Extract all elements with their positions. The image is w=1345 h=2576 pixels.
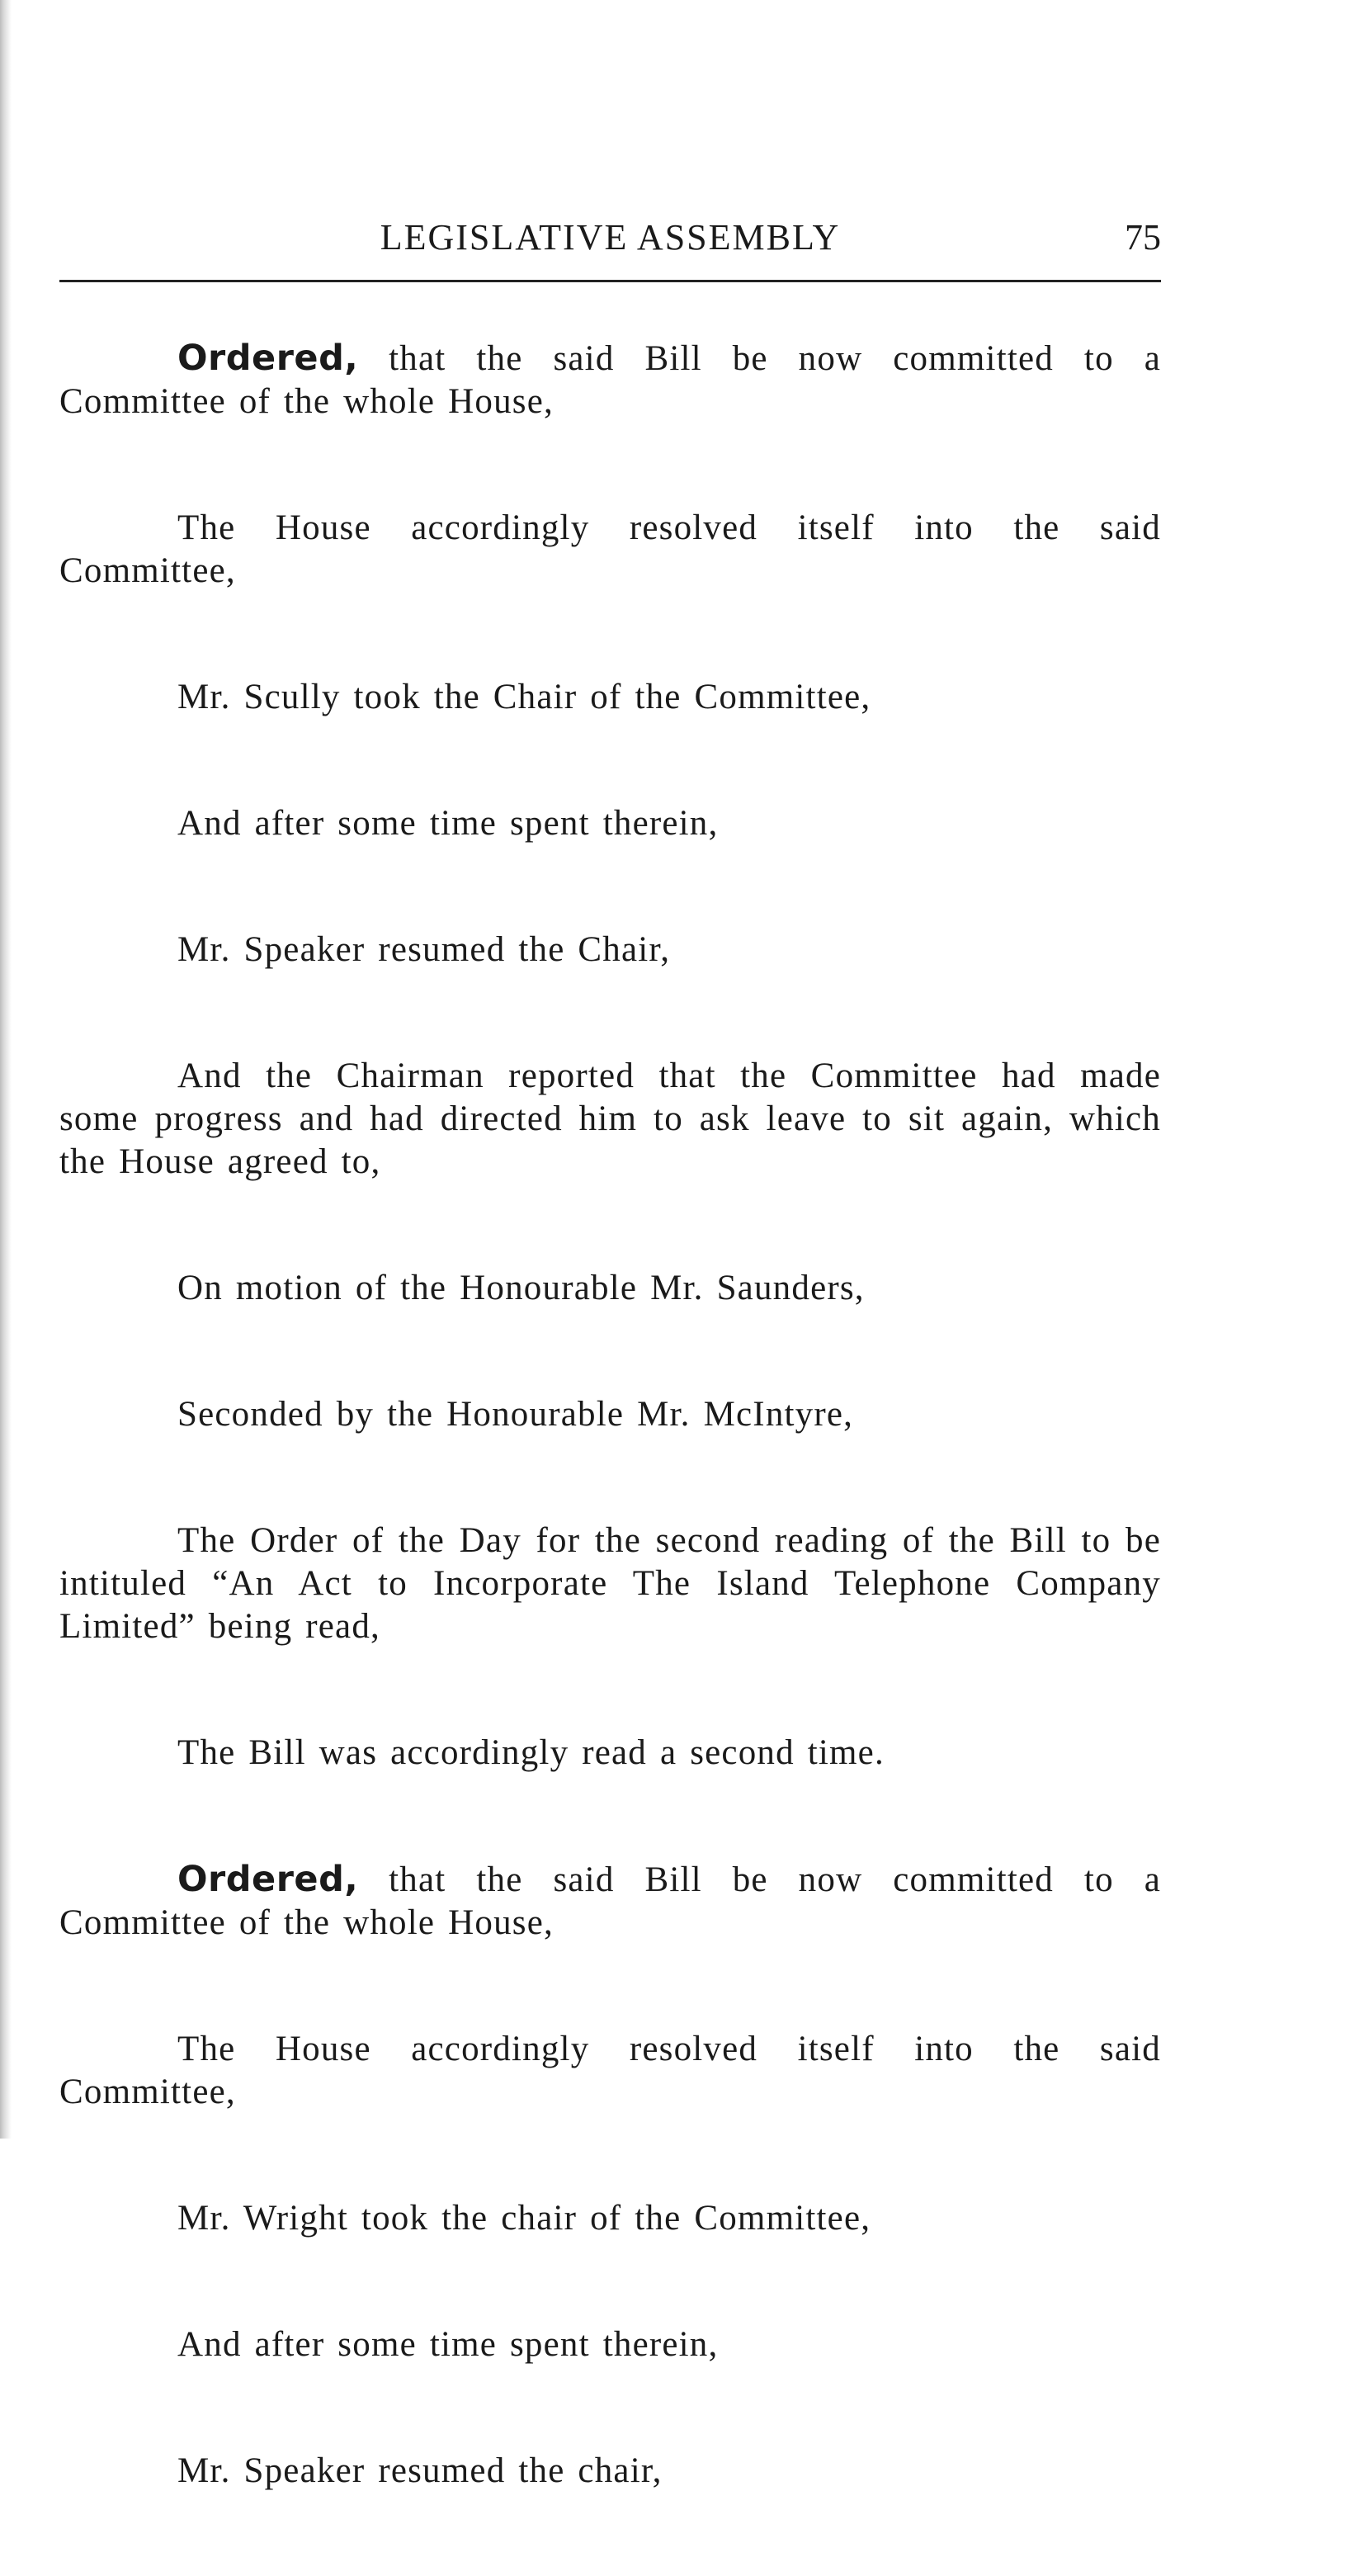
document-page (59, 0, 1161, 2490)
paragraph (59, 1267, 1161, 1310)
paragraph-text: And after some time spent therein, (177, 2325, 719, 2364)
paragraph (59, 1732, 1161, 1775)
paragraph (59, 2323, 1161, 2366)
paragraph (59, 802, 1161, 845)
paragraph (59, 2028, 1161, 2114)
paragraph-text: Seconded by the Honourable Mr. McIntyre, (177, 1395, 854, 1434)
paragraph-text: The House accordingly resolved itself into the said Committee, (59, 2030, 1161, 2111)
paragraph-text: And the Chairman reported that the Committee had made some progress and had directed him to ask leave to sit again, which the House agreed to, (59, 1056, 1161, 1181)
paragraph-text: And after some time spent therein, (177, 804, 719, 843)
header-rule (59, 280, 1161, 282)
paragraph (59, 1858, 1161, 1945)
paragraph (59, 507, 1161, 593)
paragraph-text: The Bill was accordingly read a second time. (177, 1733, 885, 1772)
paragraph-text: Mr. Speaker resumed the Chair, (177, 930, 671, 969)
paragraph-text: Mr. Wright took the chair of the Committee, (177, 2199, 871, 2238)
paragraph (59, 1393, 1161, 1436)
paragraph (59, 929, 1161, 971)
paragraph-text: Mr. Scully took the Chair of the Committee, (177, 678, 871, 716)
paragraph (59, 1520, 1161, 1648)
page-number: 75 (1125, 217, 1161, 258)
paragraph-lead: Ordered, (177, 1859, 359, 1900)
paragraph (59, 2450, 1161, 2493)
paragraph-text: Mr. Speaker resumed the chair, (177, 2451, 663, 2490)
paragraph (59, 1055, 1161, 1184)
paragraph (59, 337, 1161, 423)
scanned-page-edge (0, 0, 12, 2139)
body-text (59, 337, 1161, 2576)
paragraph (59, 676, 1161, 719)
paragraph-text: that the said Bill be now committed to a Committee of the whole House, (59, 339, 1161, 421)
paragraph-text: The House accordingly resolved itself into the said Committee, (59, 508, 1161, 590)
running-header (59, 213, 1161, 262)
paragraph-text: On motion of the Honourable Mr. Saunders, (177, 1269, 865, 1307)
running-header-title: LEGISLATIVE ASSEMBLY (380, 217, 841, 258)
paragraph-lead: Ordered, (177, 338, 359, 379)
paragraph-text: that the said Bill be now committed to a Committee of the whole House, (59, 1860, 1161, 1942)
paragraph-text: The Order of the Day for the second reading of the Bill to be intituled “An Act to Incorporate The Island Telephone Company Limited” being read, (59, 1521, 1161, 1646)
paragraph (59, 2197, 1161, 2240)
